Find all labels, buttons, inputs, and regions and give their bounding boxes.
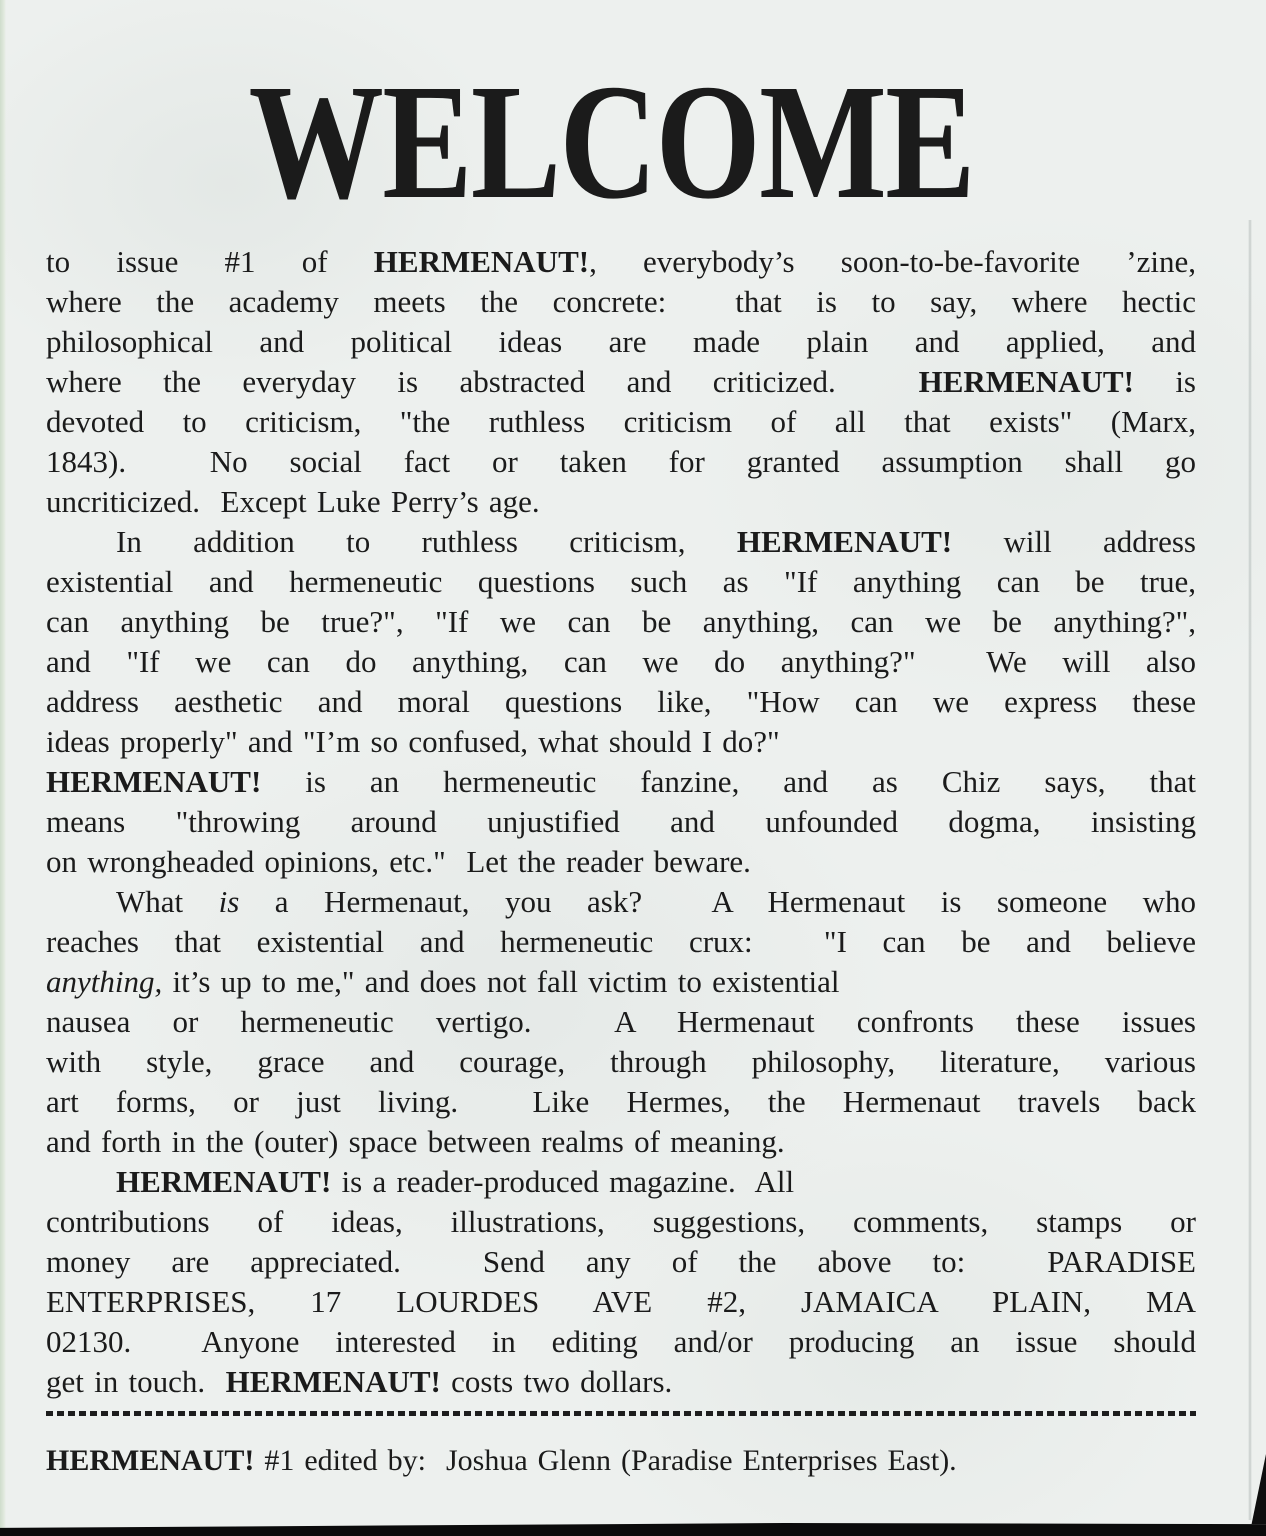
text-segment: is a reader-produced magazine. All: [331, 1164, 795, 1199]
text-segment: on wrongheaded opinions, etc." Let the reader beware.: [46, 844, 751, 879]
text-line: [46, 1082, 1196, 1122]
text-segment: uncriticized. Except Luke Perry’s age.: [46, 484, 540, 519]
text-segment: where the everyday is abstracted and criticized.: [46, 364, 919, 399]
text-line: [46, 762, 1196, 802]
bold-text: HERMENAUT!: [225, 1364, 441, 1399]
text-segment: art forms, or just living. Like Hermes, the Hermenaut travels back: [46, 1084, 1196, 1119]
text-line: [46, 642, 1196, 682]
bold-text: HERMENAUT!: [116, 1164, 332, 1199]
text-segment: is: [1133, 364, 1196, 399]
text-line: [46, 722, 1196, 762]
footer-credit: [46, 1442, 1196, 1480]
italic-text: anything,: [46, 964, 163, 999]
text-segment: means "throwing around unjustified and unfounded dogma, insisting: [46, 804, 1196, 839]
text-segment: get in touch.: [46, 1364, 226, 1399]
text-line: [46, 282, 1196, 322]
text-line: [46, 482, 1196, 522]
text-segment: contributions of ideas, illustrations, suggestions, comments, stamps or: [46, 1204, 1196, 1239]
text-segment: and "If we can do anything, can we do anything?" We will also: [46, 644, 1196, 679]
text-segment: costs two dollars.: [440, 1364, 673, 1399]
document-body: [46, 242, 1196, 1402]
bold-text: HERMENAUT!: [46, 1444, 255, 1477]
text-line: [46, 882, 1196, 922]
page-content: [46, 0, 1196, 1480]
text-segment: existential and hermeneutic questions such as "If anything can be true,: [46, 564, 1196, 599]
text-segment: it’s up to me," and does not fall victim to existential: [162, 964, 840, 999]
text-segment: address aesthetic and moral questions like, "How can we express these: [46, 684, 1196, 719]
text-line: [46, 1002, 1196, 1042]
text-segment: nausea or hermeneutic vertigo. A Hermenaut confronts these issues: [46, 1004, 1196, 1039]
page-title-text: WELCOME: [248, 50, 974, 233]
text-line: [46, 522, 1196, 562]
text-line: [46, 442, 1196, 482]
scan-bottom-bar-artifact: [0, 1518, 1266, 1536]
text-segment: 1843). No social fact or taken for granted assumption shall go: [46, 444, 1196, 479]
text-line: [46, 682, 1196, 722]
ink-smudge-artifact: [1000, 842, 1100, 868]
text-segment: ideas properly" and "I’m so confused, what should I do?": [46, 724, 780, 759]
text-segment: a Hermenaut, you ask? A Hermenaut is someone who: [239, 884, 1196, 919]
text-segment: with style, grace and courage, through philosophy, literature, various: [46, 1044, 1196, 1079]
text-line: [46, 1122, 1196, 1162]
dashed-divider: [46, 1411, 1196, 1416]
bold-text: HERMENAUT!: [46, 764, 262, 799]
paper-crease: [1248, 220, 1252, 1520]
text-line: [46, 242, 1196, 282]
text-line: [46, 362, 1196, 402]
paragraph: [46, 882, 1196, 1162]
scan-corner-artifact: [1250, 1454, 1266, 1524]
italic-text: is: [218, 884, 240, 919]
text-line: [46, 1322, 1196, 1362]
page-title: [36, 50, 1186, 233]
scan-left-edge-artifact: [0, 0, 6, 1536]
text-segment: #1 edited by: Joshua Glenn (Paradise Enterprises East).: [254, 1444, 957, 1477]
text-segment: will address: [952, 524, 1196, 559]
text-segment: ENTERPRISES, 17 LOURDES AVE #2, JAMAICA PLAIN, MA: [46, 1284, 1196, 1319]
text-segment: reaches that existential and hermeneutic crux: "I can be and believe: [46, 924, 1196, 959]
text-line: [46, 922, 1196, 962]
text-line: [46, 962, 1196, 1002]
text-segment: is an hermeneutic fanzine, and as Chiz says, that: [261, 764, 1196, 799]
text-line: [46, 1162, 1196, 1202]
paragraph: [46, 242, 1196, 522]
text-line: [46, 1282, 1196, 1322]
text-segment: where the academy meets the concrete: that is to say, where hectic: [46, 284, 1196, 319]
bold-text: HERMENAUT!: [373, 244, 590, 279]
bold-text: HERMENAUT!: [918, 364, 1134, 399]
text-segment: to issue #1 of: [46, 244, 374, 279]
text-line: [46, 1362, 1196, 1402]
text-segment: and forth in the (outer) space between realms of meaning.: [46, 1124, 785, 1159]
text-line: [46, 322, 1196, 362]
text-line: [46, 602, 1196, 642]
text-line: [46, 402, 1196, 442]
bold-text: HERMENAUT!: [736, 524, 953, 559]
text-segment: , everybody’s soon-to-be-favorite ’zine,: [589, 244, 1196, 279]
text-segment: What: [116, 884, 219, 919]
text-segment: devoted to criticism, "the ruthless criticism of all that exists" (Marx,: [46, 404, 1196, 439]
text-line: [46, 1202, 1196, 1242]
paragraph: [46, 1162, 1196, 1402]
text-line: [46, 1042, 1196, 1082]
text-segment: can anything be true?", "If we can be anything, can we be anything?",: [46, 604, 1196, 639]
text-line: [46, 1242, 1196, 1282]
text-segment: In addition to ruthless criticism,: [116, 524, 737, 559]
text-line: [46, 802, 1196, 842]
text-segment: money are appreciated. Send any of the above to: PARADISE: [46, 1244, 1196, 1279]
text-segment: philosophical and political ideas are made plain and applied, and: [46, 324, 1196, 359]
text-line: [46, 562, 1196, 602]
paragraph: [46, 522, 1196, 762]
text-segment: 02130. Anyone interested in editing and/or producing an issue should: [46, 1324, 1196, 1359]
